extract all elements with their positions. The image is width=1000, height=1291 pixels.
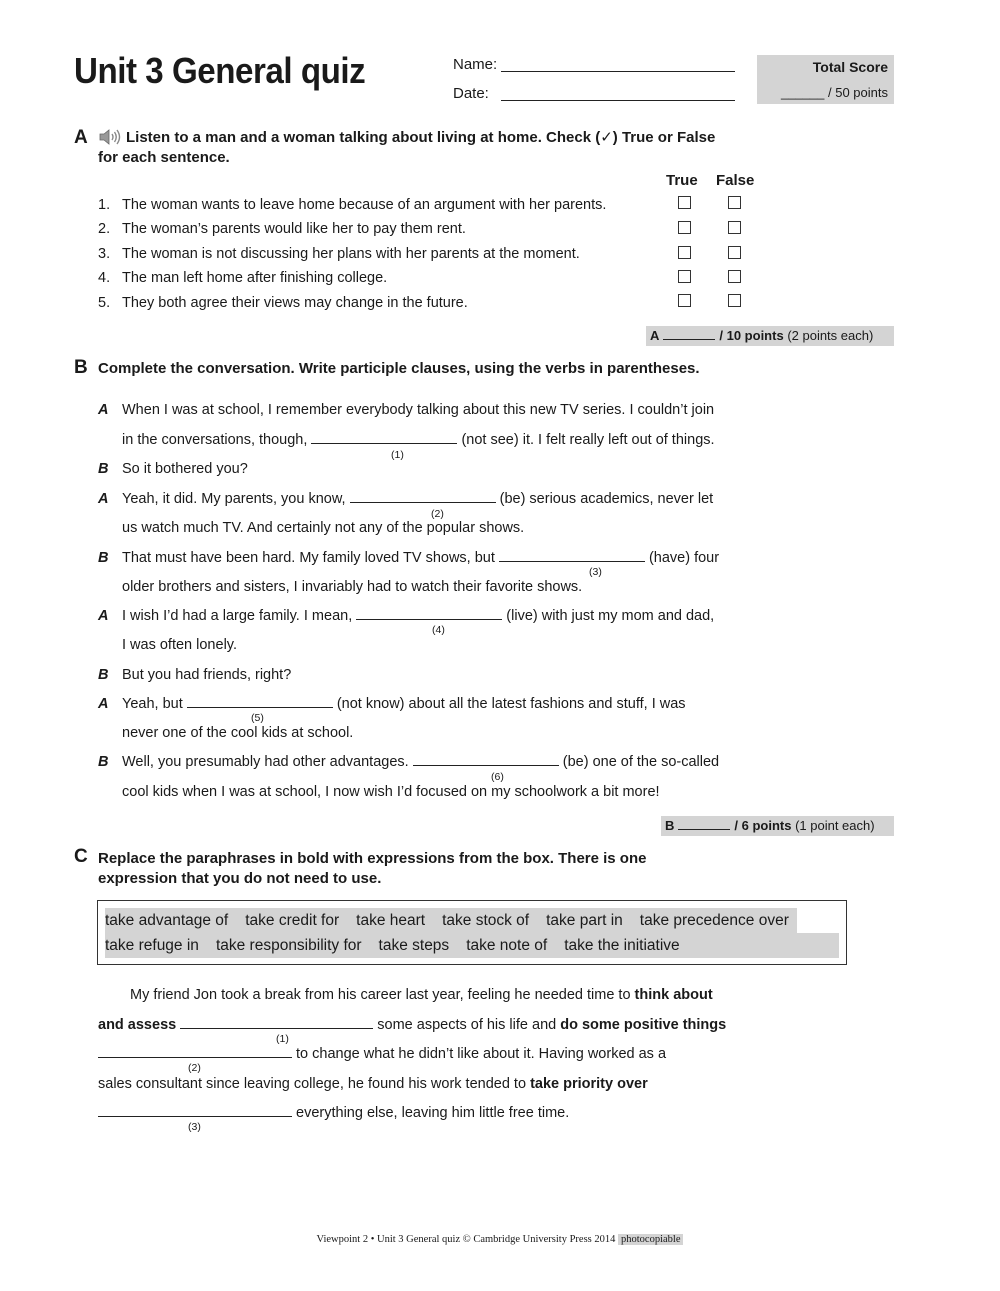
paragraph-text: everything else, leaving him little free time. xyxy=(296,1105,570,1121)
false-checkbox[interactable] xyxy=(728,221,741,234)
conversation-line: cool kids when I was at school, I now wish I’d focused on my schoolwork a bit more! xyxy=(122,784,660,800)
blank-number: (1) xyxy=(391,449,404,461)
name-field[interactable] xyxy=(501,71,735,72)
blank-number: (3) xyxy=(589,566,602,578)
conversation-line xyxy=(122,491,713,507)
total-score-title: Total Score xyxy=(812,59,888,75)
line-text-after: (be) one of the so-called xyxy=(562,754,720,770)
section-a-instruction-1: Listen to a man and a woman talking about living at home. Check (✓) True or False xyxy=(126,129,716,146)
item-number: 4. xyxy=(98,270,111,286)
paragraph-line xyxy=(98,1105,569,1121)
bold-paraphrase: do some positive things xyxy=(560,1017,727,1033)
points-blank[interactable] xyxy=(678,821,730,830)
bold-paraphrase: think about xyxy=(634,987,713,1003)
answer-blank-5[interactable] xyxy=(187,696,333,708)
page-title: Unit 3 General quiz xyxy=(74,50,366,91)
total-score-line: ______ / 50 points xyxy=(781,85,888,100)
paragraph-text: My friend Jon took a break from his career last year, feeling he needed time to xyxy=(130,987,631,1003)
date-label: Date: xyxy=(453,85,489,102)
answer-blank-c3[interactable] xyxy=(98,1105,292,1117)
expression-row-1 xyxy=(105,908,797,933)
expression-item: take stock of xyxy=(442,911,530,929)
expression-row-2 xyxy=(105,933,839,958)
blank-number: (1) xyxy=(276,1033,289,1045)
item-number: 2. xyxy=(98,221,111,237)
footer-text: Viewpoint 2 • Unit 3 General quiz © Cambridge University Press 2014 xyxy=(316,1234,616,1245)
speaker-label: B xyxy=(98,754,109,770)
speaker-label: A xyxy=(98,491,109,507)
blank-number: (5) xyxy=(251,712,264,724)
item-statement: The man left home after finishing college. xyxy=(122,270,388,286)
item-number: 5. xyxy=(98,295,111,311)
line-text-before: in the conversations, though, xyxy=(122,432,308,448)
section-a-points xyxy=(646,326,894,346)
blank-number: (3) xyxy=(188,1121,201,1133)
item-number: 1. xyxy=(98,197,111,213)
bold-paraphrase: and assess xyxy=(98,1017,177,1033)
section-b-instruction: Complete the conversation. Write participle clauses, using the verbs in parentheses. xyxy=(98,360,700,377)
answer-blank-4[interactable] xyxy=(356,608,502,620)
line-text-before: That must have been hard. My family loved TV shows, but xyxy=(122,550,495,566)
conversation-line: older brothers and sisters, I invariably had to watch their favorite shows. xyxy=(122,579,583,595)
points-section-letter: B xyxy=(665,818,675,833)
blank-number: (4) xyxy=(432,624,445,636)
line-text-after: (live) with just my mom and dad, xyxy=(506,608,715,624)
expression-item: take note of xyxy=(466,936,548,954)
total-score-box xyxy=(757,55,894,104)
expression-item: take part in xyxy=(546,911,623,929)
line-text-before: Yeah, it did. My parents, you know, xyxy=(122,491,346,507)
expression-item: take refuge in xyxy=(105,936,199,954)
item-statement: The woman’s parents would like her to pay them rent. xyxy=(122,221,466,237)
false-checkbox[interactable] xyxy=(728,270,741,283)
true-checkbox[interactable] xyxy=(678,270,691,283)
false-column-header: False xyxy=(716,172,755,189)
expression-item: take advantage of xyxy=(105,911,229,929)
paragraph-line xyxy=(98,1076,648,1092)
section-b-letter: B xyxy=(74,357,88,378)
false-checkbox[interactable] xyxy=(728,196,741,209)
conversation-line xyxy=(122,550,719,566)
answer-blank-2[interactable] xyxy=(350,491,496,503)
line-text-after: (have) four xyxy=(648,550,720,566)
paragraph-line xyxy=(130,987,713,1003)
conversation-line: never one of the cool kids at school. xyxy=(122,725,354,741)
blank-number: (6) xyxy=(491,771,504,783)
section-a-letter: A xyxy=(74,127,88,148)
blank-number: (2) xyxy=(431,508,444,520)
conversation-line xyxy=(122,432,715,448)
line-text-after: (be) serious academics, never let xyxy=(499,491,714,507)
paragraph-line xyxy=(98,1046,666,1062)
date-field[interactable] xyxy=(501,100,735,101)
expression-item: take the initiative xyxy=(564,936,680,954)
true-column-header: True xyxy=(666,172,698,189)
line-text-before: Well, you presumably had other advantages. xyxy=(122,754,409,770)
speaker-label: B xyxy=(98,550,109,566)
conversation-line: So it bothered you? xyxy=(122,461,248,477)
line-text-after: (not see) it. I felt really left out of things. xyxy=(461,432,715,448)
expression-item: take heart xyxy=(356,911,426,929)
conversation-line xyxy=(122,608,714,624)
expression-item: take precedence over xyxy=(639,911,789,929)
points-section-letter: A xyxy=(650,328,660,343)
item-statement: They both agree their views may change in the future. xyxy=(122,295,468,311)
points-note: (1 point each) xyxy=(795,818,875,833)
conversation-line xyxy=(122,754,719,770)
speaker-label: A xyxy=(98,608,109,624)
false-checkbox[interactable] xyxy=(728,246,741,259)
conversation-line: I was often lonely. xyxy=(122,637,237,653)
expression-item: take credit for xyxy=(245,911,340,929)
answer-blank-c1[interactable] xyxy=(180,1017,373,1029)
points-note: (2 points each) xyxy=(787,328,874,343)
speaker-label: A xyxy=(98,402,109,418)
name-label: Name: xyxy=(453,56,498,73)
answer-blank-1[interactable] xyxy=(311,432,457,444)
item-statement: The woman is not discussing her plans with her parents at the moment. xyxy=(122,246,580,262)
item-statement: The woman wants to leave home because of an argument with her parents. xyxy=(122,197,607,213)
expression-item: take responsibility for xyxy=(215,936,362,954)
line-text-before: Yeah, but xyxy=(122,696,183,712)
paragraph-text: some aspects of his life and xyxy=(377,1017,557,1033)
paragraph-text: sales consultant since leaving college, he found his work tended to xyxy=(98,1076,527,1092)
true-checkbox[interactable] xyxy=(678,294,691,307)
paragraph-line xyxy=(98,1017,726,1033)
speaker-label: B xyxy=(98,667,109,683)
page-footer xyxy=(0,1234,1000,1245)
true-checkbox[interactable] xyxy=(678,246,691,259)
speaker-label: B xyxy=(98,461,109,477)
section-b-points xyxy=(661,816,894,836)
audio-speaker-icon[interactable] xyxy=(98,127,122,147)
points-label: / 6 points xyxy=(734,818,792,833)
section-a-instruction-2: for each sentence. xyxy=(98,149,230,166)
points-label: / 10 points xyxy=(719,328,784,343)
conversation-line: But you had friends, right? xyxy=(122,667,292,683)
section-c-instruction-2: expression that you do not need to use. xyxy=(98,870,382,887)
line-text-after: (not know) about all the latest fashions and stuff, I was xyxy=(336,696,686,712)
true-checkbox[interactable] xyxy=(678,221,691,234)
speaker-label: A xyxy=(98,696,109,712)
blank-number: (2) xyxy=(188,1062,201,1074)
conversation-line: When I was at school, I remember everybody talking about this new TV series. I couldn’t join xyxy=(122,402,715,418)
true-checkbox[interactable] xyxy=(678,196,691,209)
bold-paraphrase: take priority over xyxy=(530,1076,648,1092)
section-c-instruction-1: Replace the paraphrases in bold with expressions from the box. There is one xyxy=(98,850,647,867)
expression-item: take steps xyxy=(378,936,450,954)
expression-box xyxy=(97,900,847,965)
line-text-before: I wish I’d had a large family. I mean, xyxy=(122,608,353,624)
false-checkbox[interactable] xyxy=(728,294,741,307)
answer-blank-6[interactable] xyxy=(413,754,559,766)
points-blank[interactable] xyxy=(663,331,715,340)
answer-blank-c2[interactable] xyxy=(98,1046,292,1058)
answer-blank-3[interactable] xyxy=(499,550,645,562)
conversation-line xyxy=(122,696,686,712)
conversation-line: us watch much TV. And certainly not any of the popular shows. xyxy=(122,520,525,536)
section-c-letter: C xyxy=(74,846,88,867)
paragraph-text: to change what he didn’t like about it. Having worked as a xyxy=(296,1046,667,1062)
item-number: 3. xyxy=(98,246,111,262)
photocopiable-badge: photocopiable xyxy=(618,1234,683,1245)
